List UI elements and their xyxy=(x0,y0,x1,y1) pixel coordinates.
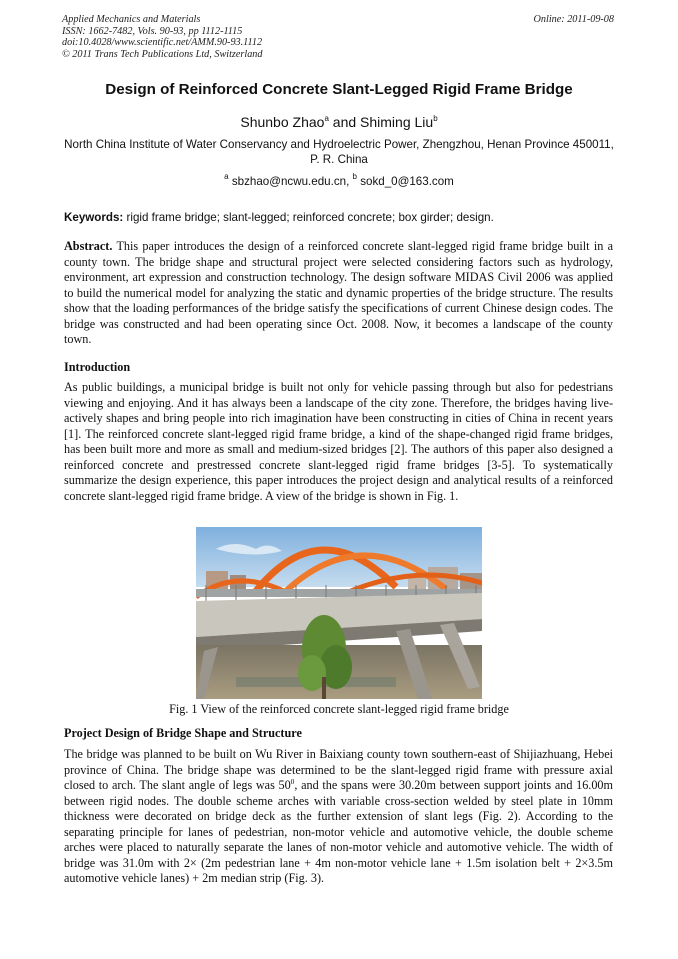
keywords-text: rigid frame bridge; slant-legged; reinforced concrete; box girder; design. xyxy=(123,211,494,224)
abstract-paragraph xyxy=(64,239,613,348)
author-affiliation-mark: a xyxy=(324,114,329,123)
author-affiliation-mark: b xyxy=(433,114,438,123)
paper-title: Design of Reinforced Concrete Slant-Legged Rigid Frame Bridge xyxy=(105,81,573,98)
author-conjunction: and xyxy=(328,114,361,130)
project-text: The bridge was planned to be built on Wu River in Baixiang county town southern-east of Shijiazhuang, Hebei province of China. The bridge shape was determined to be the slant-legged rigid frame with pressure axial closed to arch. The slant angle of legs was 50 xyxy=(64,747,613,793)
abstract-text: This paper introduces the design of a reinforced concrete slant-legged rigid frame bridge built in a county town. The bridge shape and structural project were selected considering factors such as hydrology, environment, art expression and construction technology. The design software MIDAS Civil 2006 was applied to build the numerical model for analyzing the static and dynamic properties of the bridge structure. The results show that the loading performances of the bridge satisfy the specifications of current Chinese design codes. The bridge was constructed and had been operating since Oct. 2008. Now, it becomes a landscape of the county town. xyxy=(64,239,613,347)
online-date: Online: 2011-09-08 xyxy=(533,14,614,25)
authors-line xyxy=(40,113,638,131)
photo-tree-trunk xyxy=(322,677,326,699)
photo-building xyxy=(408,577,426,589)
keywords-label: Keywords: xyxy=(64,211,124,224)
author-name: Shiming Liu xyxy=(360,114,434,130)
project-text: , and the spans were 30.20m between support joints and 16.00m between rigid nodes. The double scheme arches with variable cross-section welded by steel plate in 10mm thickness were decorated on bridge deck as the further extension of slant legs (Fig. 2). According to the separating principle for lanes of pedestrian, non-motor vehicle and automotive vehicle, the double scheme arches were placed to naturally separate the lanes of non-motor vehicle and automotive vehicle. The width of bridge was 31.0m with 2× (2m pedestrian lane + 4m non-motor vehicle lane + 1.5m isolation belt + 2×3.5m automotive vehicle lanes) + 2m median strip (Fig. 3). xyxy=(64,778,613,886)
abstract-label: Abstract. xyxy=(64,239,113,253)
affiliation: North China Institute of Water Conservancy and Hydroelectric Power, Zhengzhou, Henan Province 450011, P. R. China xyxy=(64,138,614,167)
introduction-heading: Introduction xyxy=(64,360,131,374)
email-mark: b xyxy=(352,172,357,181)
keywords xyxy=(64,210,624,225)
issn-line: ISSN: 1662-7482, Vols. 90-93, pp 1112-1115 xyxy=(62,25,243,37)
author-name: Shunbo Zhao xyxy=(240,114,325,130)
journal-header xyxy=(62,14,422,60)
email-address: sbzhao@ncwu.edu.cn, xyxy=(228,175,353,188)
degree-mark: 0 xyxy=(290,777,295,787)
journal-name: Applied Mechanics and Materials xyxy=(62,14,201,25)
email-mark: a xyxy=(224,172,229,181)
bridge-photo xyxy=(196,527,482,699)
figure-caption: Fig. 1 View of the reinforced concrete slant-legged rigid frame bridge xyxy=(169,702,509,716)
introduction-paragraph: As public buildings, a municipal bridge is built not only for vehicle passing through but also for pedestrians viewing and enjoying. And it has always been a landscape of the city zone. Therefore, the bridges having live-actively shapes and bring people into rich imagination have been constructing in cities of China in recent years [1]. The reinforced concrete slant-legged rigid frame bridge, a kind of the shape-changed rigid frame bridges, has been built more and more as small and medium-sized bridges [2]. The authors of this paper also designed a reinforced concrete and prestressed concrete slant-legged rigid frame bridges [3-5]. To systematically summarize the design experience, this paper introduces the project design and analytical results of a reinforced concrete slant-legged rigid frame bridge. A view of the bridge is shown in Fig. 1. xyxy=(64,380,613,503)
project-design-heading: Project Design of Bridge Shape and Structure xyxy=(64,726,302,740)
doi-line: doi:10.4028/www.scientific.net/AMM.90-93.1112 xyxy=(62,37,263,49)
photo-tree xyxy=(298,655,326,691)
copyright-line: © 2011 Trans Tech Publications Ltd, Switzerland xyxy=(62,48,263,60)
email-address: sokd_0@163.com xyxy=(356,175,454,188)
project-design-paragraph xyxy=(64,747,613,887)
author-emails xyxy=(40,174,638,189)
